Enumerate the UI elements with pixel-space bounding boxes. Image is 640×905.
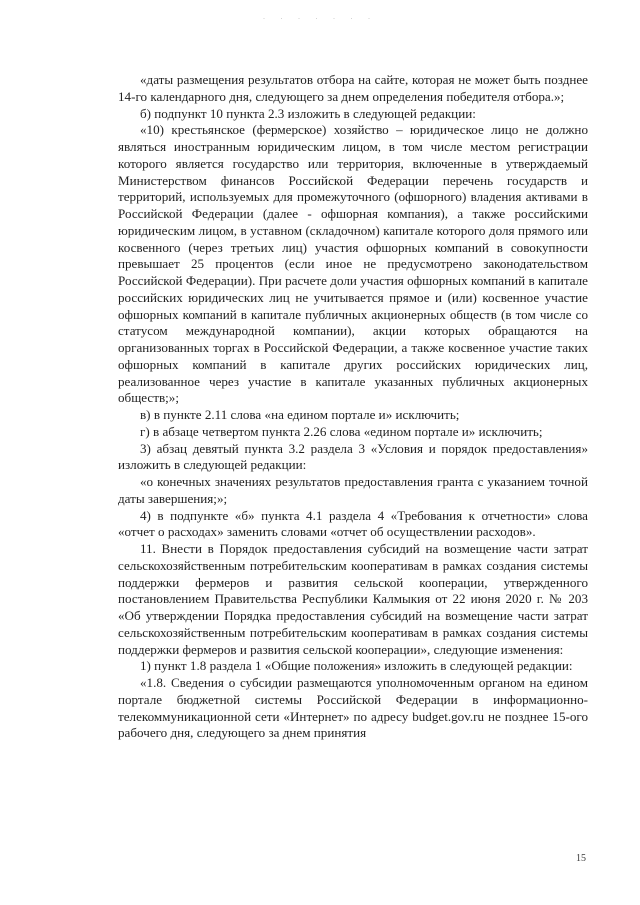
paragraph: «даты размещения результатов отбора на сайте, которая не может быть позднее 14-го календарного дня, следующего за днем определения победителя отбора.»; [118,72,588,104]
document-body [118,72,588,742]
paragraph: 4) в подпункте «б» пункта 4.1 раздела 4 «Требования к отчетности» слова «отчет о расходах» заменить словами «отчет об осуществлении расходов». [118,507,588,540]
paragraph: «1.8. Сведения о субсидии размещаются уполномоченным органом на едином портале бюджетной системы Российской Федерации в информационно-телекоммуникационной сети «Интернет» по адресу budget.gov.ru не позднее 15-ого рабочего дня, следующего за днем принятия [118,675,588,741]
paragraph: «10) крестьянское (фермерское) хозяйство – юридическое лицо не должно являться иностранным юридическим лицом, в том числе местом регистрации которого является государство или территория, включенные в утверждаемый Министерством финансов Российской Федерации перечень государств и территорий, используемых для промежуточного (офшорного) владения активами в Российской Федерации (далее - офшорная компания), а также российскими юридическим лицом, в уставном (складочном) капитале которого доля прямого или косвенного (через третьих лиц) участия офшорных компаний в совокупности превышает 25 процентов (если иное не предусмотрено законодательством Российской Федерации). При расчете доли участия офшорных компаний в капитале российских юридических лиц не учитывается прямое и (или) косвенное участие офшорных компаний в капитале публичных акционерных обществ (в том числе со статусом международной компании), акции которых обращаются на организованных торгах в Российской Федерации, а также косвенное участие таких офшорных компаний в капитале других российских юридических лиц, реализованное через участие в капитале указанных публичных акционерных обществ;»; [118,122,588,406]
paragraph: 1) пункт 1.8 раздела 1 «Общие положения» изложить в следующей редакции: [140,658,573,674]
page-number: 15 [576,853,586,864]
paragraph: 3) абзац девятый пункта 3.2 раздела 3 «Условия и порядок предоставления» изложить в следующей редакции: [118,440,588,473]
paragraph: г) в абзаце четвертом пункта 2.26 слова «едином портале и» исключить; [140,423,543,439]
paragraph: в) в пункте 2.11 слова «на едином портале и» исключить; [140,407,460,422]
paragraph: 11. Внести в Порядок предоставления субсидий на возмещение части затрат сельскохозяйственным потребительским кооперативам в рамках создания системы поддержки фермеров и развития сельской кооперации, утвержденного постановлением Правительства Республики Калмыкия от 22 июня 2020 г. № 203 «Об утверждении Порядка предоставления субсидий на возмещение части затрат сельскохозяйственным потребительским кооперативам в рамках создания системы поддержки фермеров и развития сельской кооперации», следующие изменения: [118,541,588,657]
paragraph: б) подпункт 10 пункта 2.3 изложить в следующей редакции: [140,105,476,121]
scan-header-mark: . . . . . . . [263,13,377,21]
paragraph: «о конечных значениях результатов предоставления гранта с указанием точной даты завершения;»; [118,474,588,506]
